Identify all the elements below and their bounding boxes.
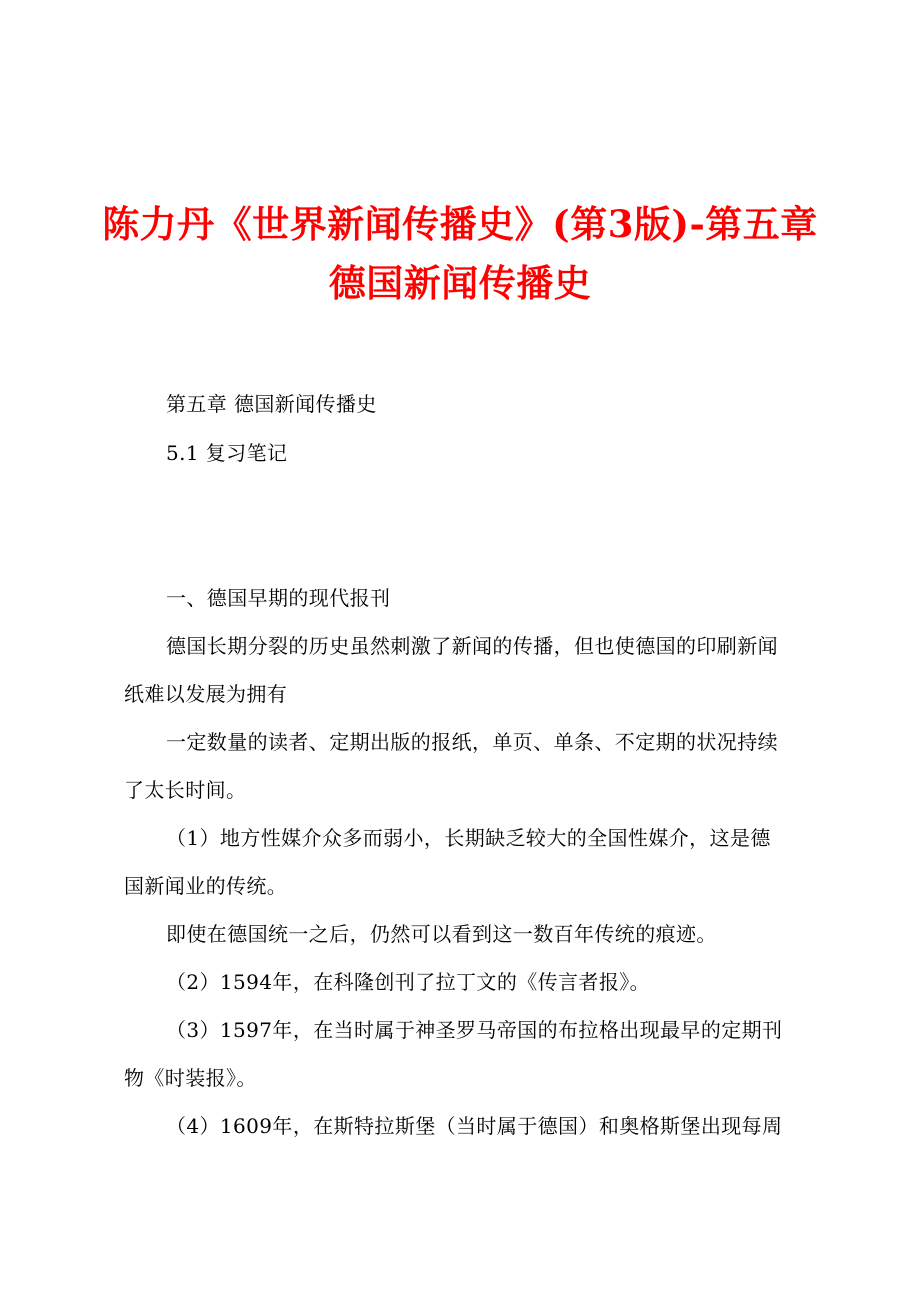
chapter-heading: 第五章 德国新闻传播史 bbox=[166, 392, 377, 416]
paragraph-line: 了太长时间。 bbox=[124, 778, 247, 802]
section-heading: 5.1 复习笔记 bbox=[166, 441, 288, 465]
paragraph-line: 即使在德国统一之后，仍然可以看到这一数百年传统的痕迹。 bbox=[166, 922, 717, 946]
paragraph-line: 纸难以发展为拥有 bbox=[124, 682, 288, 706]
paragraph-line: 物《时装报》。 bbox=[124, 1066, 257, 1090]
document-title-line1: 陈力丹《世界新闻传播史》(第3版)-第五章 bbox=[102, 202, 818, 246]
paragraph-line: （2）1594年，在科隆创刊了拉丁文的《传言者报》。 bbox=[166, 970, 651, 994]
paragraph-line: 国新闻业的传统。 bbox=[124, 874, 288, 898]
paragraph-line: 德国长期分裂的历史虽然刺激了新闻的传播，但也使德国的印刷新闻 bbox=[166, 634, 778, 658]
document-title-line2: 德国新闻传播史 bbox=[328, 261, 592, 305]
paragraph-line: （1）地方性媒介众多而弱小，长期缺乏较大的全国性媒介，这是德 bbox=[166, 826, 771, 850]
paragraph-line: （4）1609年，在斯特拉斯堡（当时属于德国）和奥格斯堡出现每周 bbox=[166, 1114, 783, 1138]
subsection-heading: 一、德国早期的现代报刊 bbox=[166, 586, 391, 610]
paragraph-line: 一定数量的读者、定期出版的报纸，单页、单条、不定期的状况持续 bbox=[166, 730, 778, 754]
paragraph-line: （3）1597年，在当时属于神圣罗马帝国的布拉格出现最早的定期刊 bbox=[166, 1018, 783, 1042]
